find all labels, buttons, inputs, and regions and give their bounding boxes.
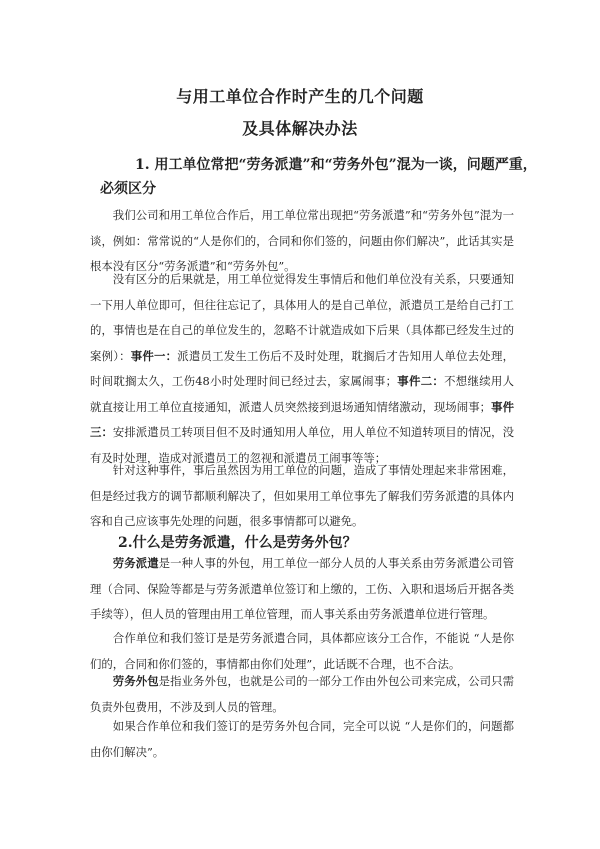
- labor-outsourcing-term: 劳务外包: [112, 674, 159, 688]
- event-1-text: 派遣员工发生工伤后不及时处理，耽搁后才告知用人单位去处理，时间耽搁太久，工伤48小时处理时间已经过去，家属闹事；: [90, 348, 514, 388]
- section-1-heading-line-2: 必须区分: [100, 181, 156, 197]
- section-2-paragraph-2: 合作单位和我们签订是是劳务派遣合同，具体都应该分工合作，不能说 “人是你们的，合同和你们签的，事情都由你们处理”，此话既不合理，也不合法。: [90, 631, 514, 671]
- event-3-text: 安排派遣员工转项目但不及时通知用人单位，用人单位不知道转项目的情况，没有及时处理，造成对派遣员工的忽视和派遣员工闹事等等；: [90, 425, 514, 465]
- section-2-paragraph-4: 如果合作单位和我们签订的是劳务外包合同，完全可以说 “人是你们的，问题都由你们解决”。: [90, 719, 514, 759]
- event-3-label: 事件三：: [90, 399, 514, 439]
- paragraph-2-intro: 没有区分的后果就是，用工单位觉得发生事情后和他们单位没有关系，只要通知一下用人单位即可，但往往忘记了，具体用人的是自己单位，派遣员工是给自己打工的，事情也是在自己的单位发生的，忽略不计就造成如下后果（具体都已经发生过的案例）：: [90, 272, 514, 363]
- section-1-paragraph-1: 我们公司和用工单位合作后，用工单位常出现把“劳务派遣”和“劳务外包”混为一谈，例如：常常说的“人是你们的，合同和你们签的，问题由你们解决”，此话其实是根本没有区分“劳务派遣”和“劳务外包”。: [90, 208, 514, 273]
- labor-dispatch-term: 劳务派遣: [112, 556, 159, 570]
- section-1-paragraph-2: [90, 267, 514, 471]
- event-2-label: 事件二：: [396, 374, 445, 388]
- section-2-paragraph-1: [90, 551, 514, 628]
- labor-dispatch-definition: 是一种人事的外包，用工单位一部分人员的人事关系由劳务派遣公司管理（合同、保险等都是与劳务派遣单位签订和上缴的，工伤、入职和退场后开据各类手续等），但人员的管理由用工单位管理，而人事关系由劳务派遣单位进行管理。: [90, 556, 514, 621]
- event-2-text: 不想继续用人就直接让用工单位直接通知，派遣人员突然接到退场通知情绪激动，现场闹事；: [90, 374, 514, 414]
- section-1-paragraph-3: 针对这种事件，事后虽然因为用工单位的问题，造成了事情处理起来非常困难，但是经过我方的调节都顺利解决了，但如果用工单位事先了解我们劳务派遣的具体内容和自己应该事先处理的问题，很多事情都可以避免。: [90, 463, 514, 528]
- section-2-paragraph-3: [90, 669, 514, 720]
- document-title-line-2: 及具体解决办法: [242, 119, 358, 138]
- section-2-heading: 2.什么是劳务派遣，什么是劳务外包？: [118, 535, 357, 551]
- labor-outsourcing-definition: 是指业务外包，也就是公司的一部分工作由外包公司来完成，公司只需负责外包费用，不涉及到人员的管理。: [90, 674, 514, 714]
- document-title-line-1: 与用工单位合作时产生的几个问题: [176, 87, 424, 106]
- event-1-label: 事件一：: [130, 348, 178, 363]
- section-1-heading-line-1: 1. 用工单位常把“劳务派遣”和“劳务外包”混为一谈，问题严重，: [135, 157, 537, 173]
